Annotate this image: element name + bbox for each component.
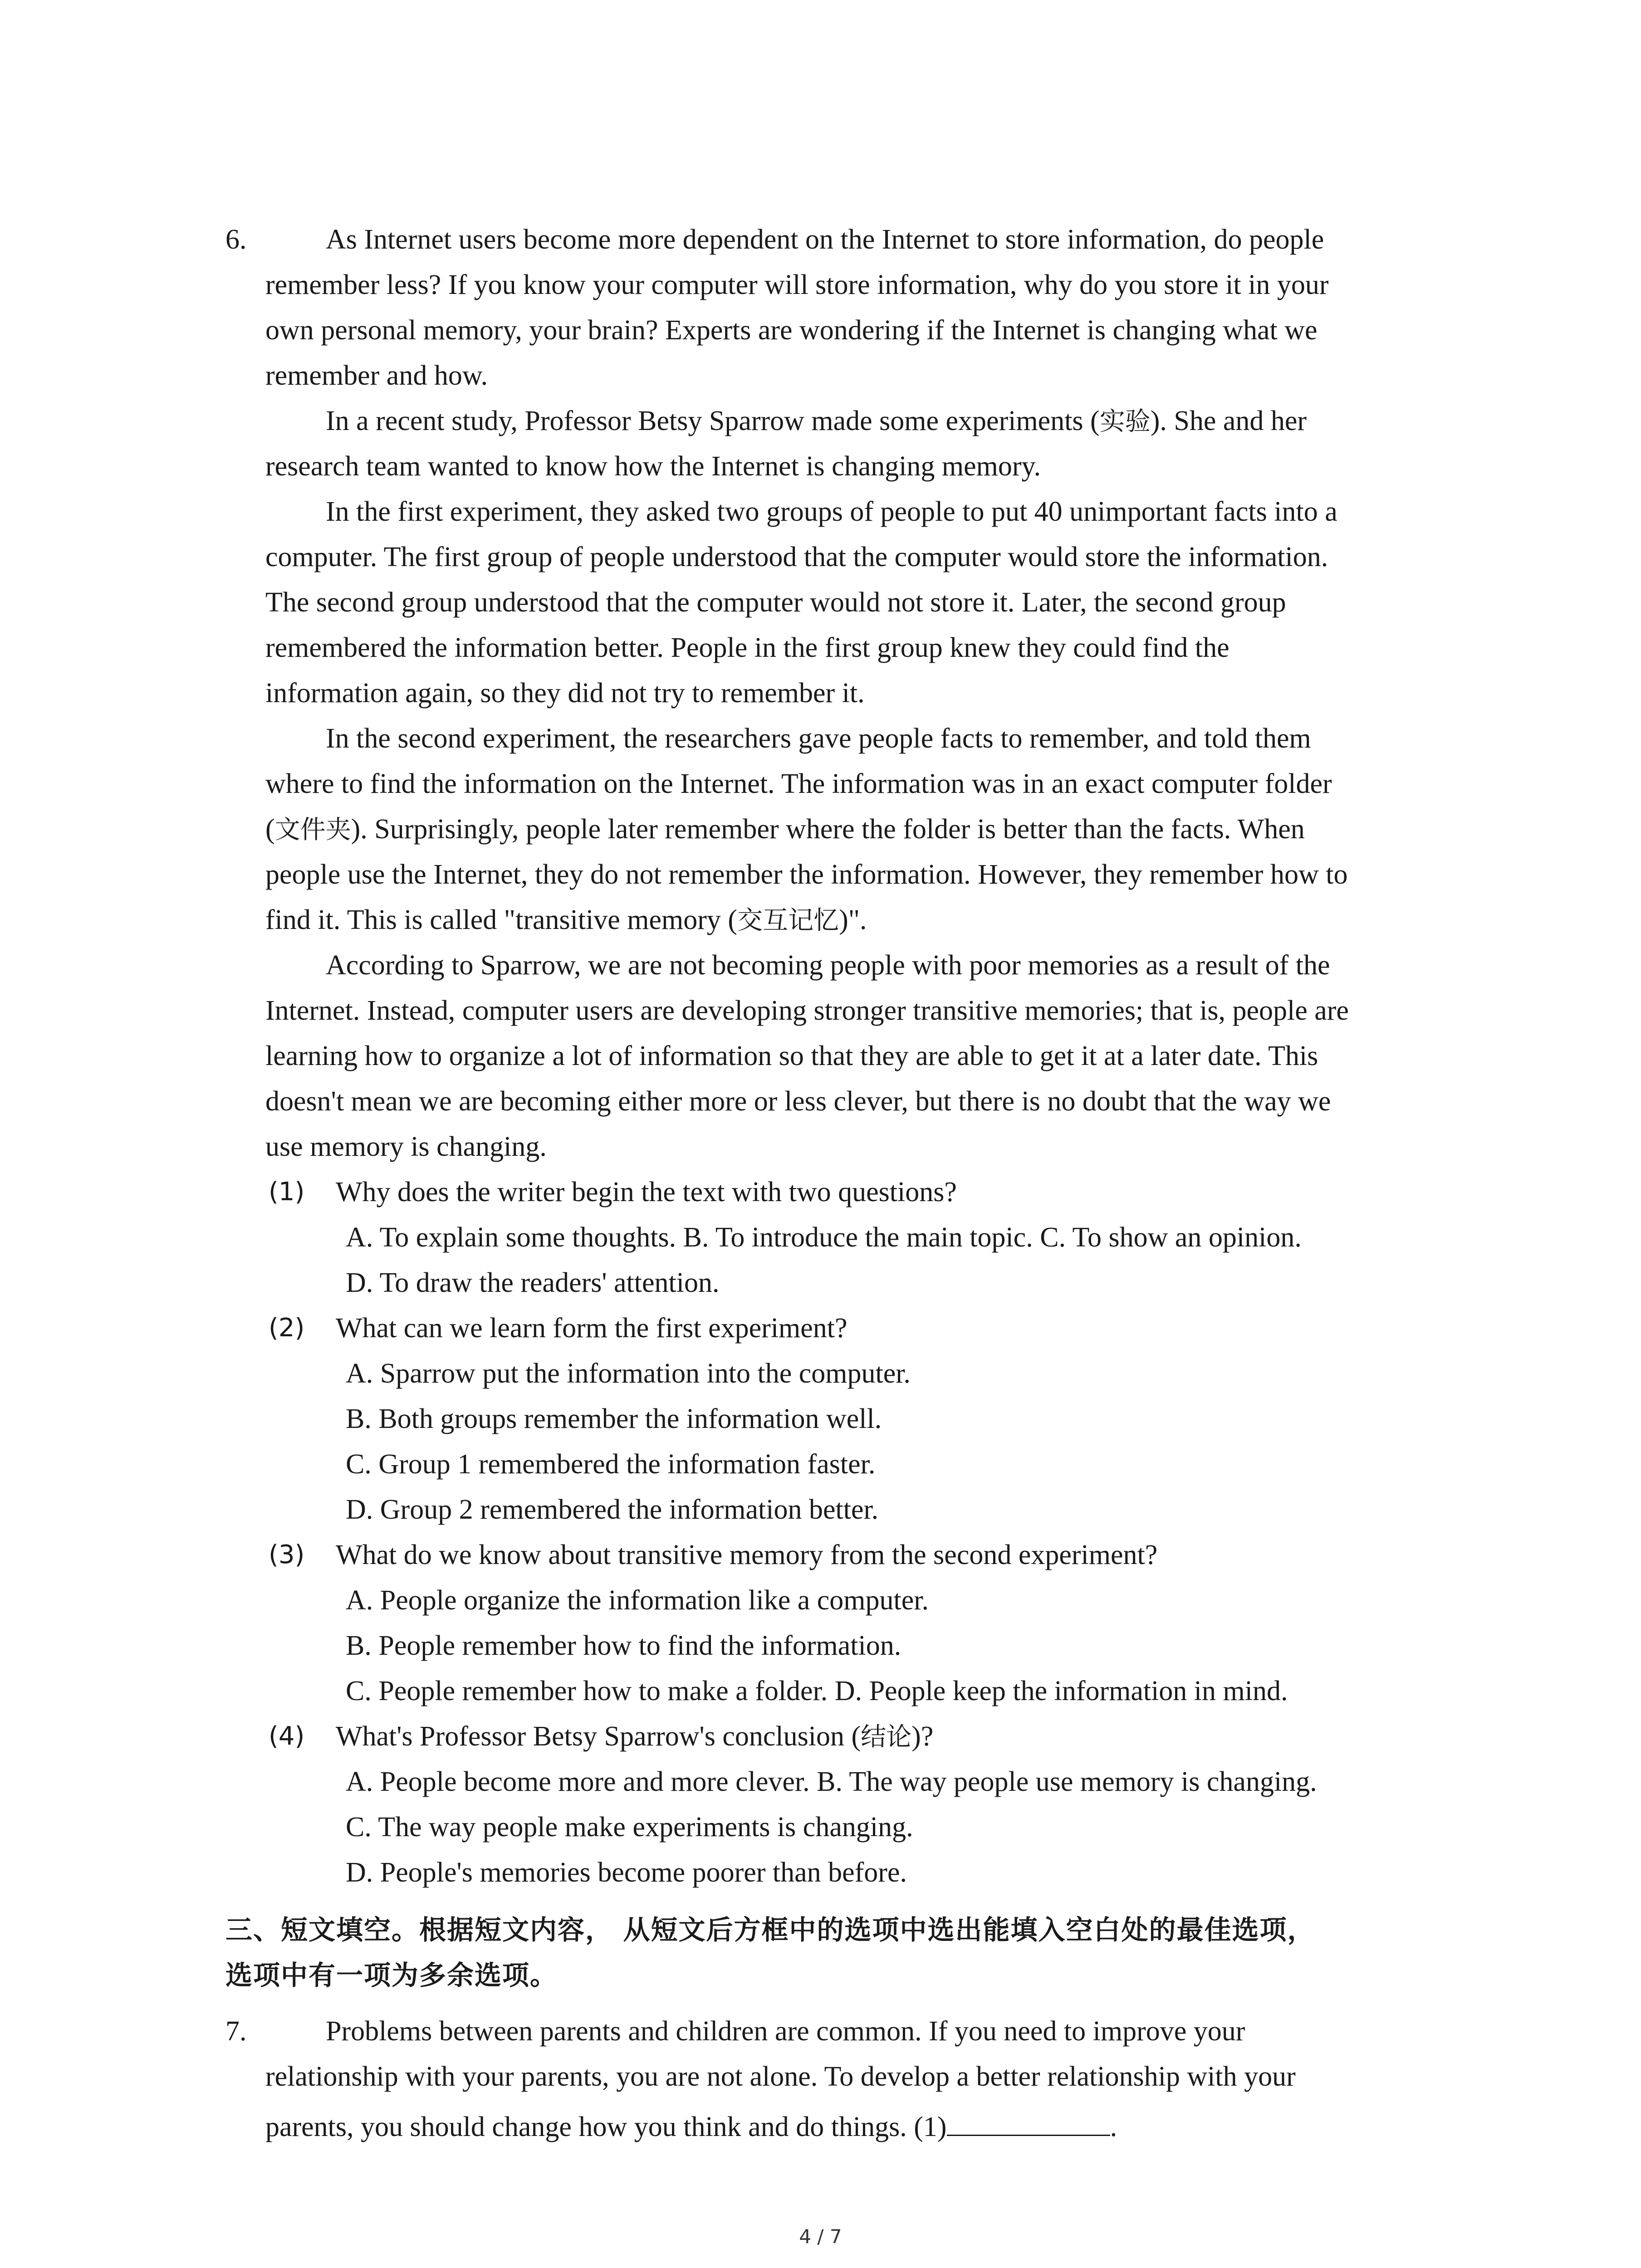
q7-passage-line: relationship with your parents, you are not alone. To develop a better relationship with your (265, 2061, 1296, 2092)
answer-option-line: D. People's memories become poorer than before. (346, 1857, 907, 1888)
q6-passage-line: In the first experiment, they asked two groups of people to put 40 unimportant facts into a (326, 496, 1337, 527)
subquestion-3-mark: (3) (269, 1540, 305, 1569)
section-3-heading: 三、短文填空。根据短文内容， 从短文后方框中的选项中选出能填入空白处的最佳选项， (225, 1914, 1315, 1945)
section-3-heading-cont: 选项中有一项为多余选项。 (225, 1960, 558, 1991)
q6-passage-line: remember less? If you know your computer will store information, why do you store it in your (265, 269, 1329, 300)
answer-option-line: D. To draw the readers' attention. (346, 1267, 720, 1298)
answer-option-line: A. To explain some thoughts. B. To introduce the main topic. C. To show an opinion. (346, 1222, 1302, 1253)
q6-passage-line: In the second experiment, the researchers gave people facts to remember, and told them (326, 723, 1311, 754)
q6-passage-line: computer. The first group of people understood that the computer would store the information. (265, 542, 1328, 572)
q6-passage-line: find it. This is called "transitive memory (交互记忆)". (265, 904, 867, 935)
q7-passage-line: Problems between parents and children are common. If you need to improve your (326, 2016, 1245, 2047)
subquestion-4-text: What's Professor Betsy Sparrow's conclusion (结论)? (336, 1721, 934, 1752)
answer-option-line: A. People become more and more clever. B. The way people use memory is changing. (346, 1766, 1317, 1797)
answer-option-line: C. Group 1 remembered the information faster. (346, 1449, 876, 1480)
q6-passage-line: use memory is changing. (265, 1131, 547, 1162)
q6-passage-line: people use the Internet, they do not remember the information. However, they remember how to (265, 859, 1348, 890)
subquestion-2-mark: (2) (269, 1313, 305, 1343)
q6-passage-line: In a recent study, Professor Betsy Sparrow made some experiments (实验). She and her (326, 406, 1307, 436)
q6-passage-line: research team wanted to know how the Internet is changing memory. (265, 451, 1041, 482)
q6-passage-line: learning how to organize a lot of information so that they are able to get it at a later date. This (265, 1041, 1318, 1071)
answer-option-line: A. People organize the information like a computer. (346, 1585, 929, 1616)
q6-passage-line: As Internet users become more dependent on the Internet to store information, do people (326, 224, 1324, 255)
q6-passage-line: doesn't mean we are becoming either more or less clever, but there is no doubt that the way we (265, 1086, 1331, 1117)
question-7-number: 7. (225, 2016, 247, 2047)
q6-passage-line: own personal memory, your brain? Experts are wondering if the Internet is changing what we (265, 315, 1318, 346)
q6-passage-line: information again, so they did not try to remember it. (265, 678, 865, 709)
q6-passage-line: According to Sparrow, we are not becoming people with poor memories as a result of the (326, 950, 1330, 981)
q6-passage-line: (文件夹). Surprisingly, people later remember where the folder is better than the facts. When (265, 814, 1305, 845)
page-number: 4 / 7 (799, 2225, 842, 2248)
q6-passage-line: The second group understood that the computer would not store it. Later, the second group (265, 587, 1286, 618)
fill-in-blank-1[interactable] (947, 2110, 1110, 2136)
answer-option-line: B. Both groups remember the information well. (346, 1403, 882, 1434)
q6-passage-line: where to find the information on the Internet. The information was in an exact computer folder (265, 768, 1332, 799)
answer-option-line: C. People remember how to make a folder. D. People keep the information in mind. (346, 1676, 1288, 1706)
answer-option-line: C. The way people make experiments is changing. (346, 1812, 913, 1843)
q7-passage-line: parents, you should change how you think and do things. (1) . (265, 2110, 1117, 2141)
answer-option-line: D. Group 2 remembered the information better. (346, 1494, 879, 1525)
question-6-number: 6. (225, 224, 247, 255)
answer-option-line: A. Sparrow put the information into the computer. (346, 1358, 911, 1389)
q6-passage-line: remember and how. (265, 360, 488, 391)
q6-passage-line: remembered the information better. People in the first group knew they could find the (265, 632, 1230, 663)
subquestion-3-text: What do we know about transitive memory from the second experiment? (336, 1540, 1158, 1570)
answer-option-line: B. People remember how to find the information. (346, 1630, 901, 1661)
q6-passage-line: Internet. Instead, computer users are developing stronger transitive memories; that is, people are (265, 995, 1349, 1026)
subquestion-4-mark: (4) (269, 1721, 305, 1751)
subquestion-2-text: What can we learn form the first experiment? (336, 1313, 847, 1344)
subquestion-1-mark: (1) (269, 1177, 305, 1207)
subquestion-1-text: Why does the writer begin the text with two questions? (336, 1177, 957, 1207)
